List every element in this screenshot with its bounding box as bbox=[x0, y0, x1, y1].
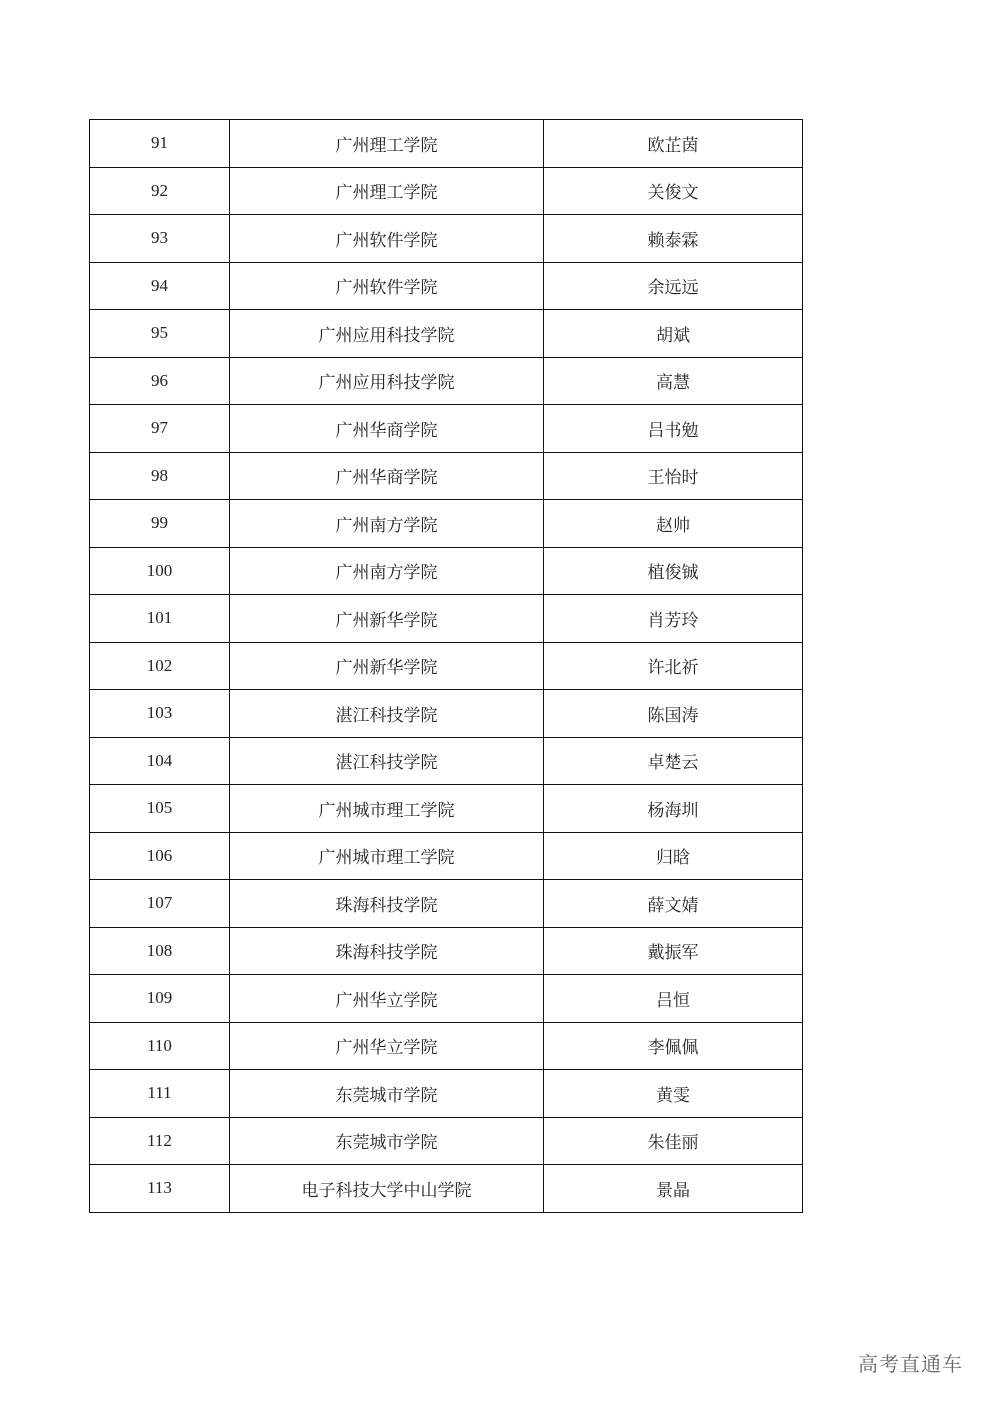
school-cell: 广州理工学院 bbox=[230, 120, 544, 168]
table-row bbox=[90, 500, 803, 548]
row-number-cell: 98 bbox=[90, 452, 230, 500]
table-row bbox=[90, 832, 803, 880]
row-number-cell: 110 bbox=[90, 1022, 230, 1070]
row-number-cell: 108 bbox=[90, 927, 230, 975]
table-row bbox=[90, 690, 803, 738]
table-row bbox=[90, 1022, 803, 1070]
school-cell: 广州华商学院 bbox=[230, 405, 544, 453]
name-cell: 吕书勉 bbox=[544, 405, 803, 453]
row-number-cell: 111 bbox=[90, 1070, 230, 1118]
school-cell: 湛江科技学院 bbox=[230, 690, 544, 738]
school-cell: 广州新华学院 bbox=[230, 642, 544, 690]
table-row bbox=[90, 737, 803, 785]
school-cell: 东莞城市学院 bbox=[230, 1070, 544, 1118]
watermark: 高考直通车 bbox=[858, 1352, 963, 1376]
table-row bbox=[90, 785, 803, 833]
table-row bbox=[90, 880, 803, 928]
table-row bbox=[90, 1117, 803, 1165]
name-cell: 戴振军 bbox=[544, 927, 803, 975]
name-cell: 余远远 bbox=[544, 262, 803, 310]
table-row bbox=[90, 405, 803, 453]
school-cell: 珠海科技学院 bbox=[230, 927, 544, 975]
name-cell: 薛文婧 bbox=[544, 880, 803, 928]
name-cell: 杨海圳 bbox=[544, 785, 803, 833]
name-cell: 赵帅 bbox=[544, 500, 803, 548]
table-row bbox=[90, 262, 803, 310]
school-cell: 广州软件学院 bbox=[230, 215, 544, 263]
name-cell: 李佩佩 bbox=[544, 1022, 803, 1070]
name-cell: 陈国涛 bbox=[544, 690, 803, 738]
roster-table-body bbox=[90, 120, 803, 1213]
table-row bbox=[90, 357, 803, 405]
school-cell: 广州南方学院 bbox=[230, 547, 544, 595]
school-cell: 广州新华学院 bbox=[230, 595, 544, 643]
name-cell: 吕恒 bbox=[544, 975, 803, 1023]
name-cell: 卓楚云 bbox=[544, 737, 803, 785]
row-number-cell: 94 bbox=[90, 262, 230, 310]
table-row bbox=[90, 120, 803, 168]
row-number-cell: 109 bbox=[90, 975, 230, 1023]
name-cell: 胡斌 bbox=[544, 310, 803, 358]
school-cell: 东莞城市学院 bbox=[230, 1117, 544, 1165]
row-number-cell: 97 bbox=[90, 405, 230, 453]
roster-table bbox=[89, 119, 803, 1213]
row-number-cell: 91 bbox=[90, 120, 230, 168]
row-number-cell: 96 bbox=[90, 357, 230, 405]
school-cell: 广州应用科技学院 bbox=[230, 310, 544, 358]
table-row bbox=[90, 1070, 803, 1118]
row-number-cell: 106 bbox=[90, 832, 230, 880]
row-number-cell: 93 bbox=[90, 215, 230, 263]
row-number-cell: 101 bbox=[90, 595, 230, 643]
table-row bbox=[90, 927, 803, 975]
school-cell: 湛江科技学院 bbox=[230, 737, 544, 785]
table-row bbox=[90, 215, 803, 263]
row-number-cell: 95 bbox=[90, 310, 230, 358]
row-number-cell: 102 bbox=[90, 642, 230, 690]
school-cell: 广州华立学院 bbox=[230, 975, 544, 1023]
school-cell: 广州城市理工学院 bbox=[230, 785, 544, 833]
name-cell: 关俊文 bbox=[544, 167, 803, 215]
name-cell: 欧芷茵 bbox=[544, 120, 803, 168]
name-cell: 许北祈 bbox=[544, 642, 803, 690]
name-cell: 赖泰霖 bbox=[544, 215, 803, 263]
name-cell: 王怡时 bbox=[544, 452, 803, 500]
name-cell: 归晗 bbox=[544, 832, 803, 880]
name-cell: 景晶 bbox=[544, 1165, 803, 1213]
row-number-cell: 99 bbox=[90, 500, 230, 548]
school-cell: 电子科技大学中山学院 bbox=[230, 1165, 544, 1213]
row-number-cell: 107 bbox=[90, 880, 230, 928]
table-row bbox=[90, 547, 803, 595]
table-row bbox=[90, 595, 803, 643]
row-number-cell: 104 bbox=[90, 737, 230, 785]
school-cell: 广州应用科技学院 bbox=[230, 357, 544, 405]
school-cell: 广州华商学院 bbox=[230, 452, 544, 500]
name-cell: 高慧 bbox=[544, 357, 803, 405]
row-number-cell: 100 bbox=[90, 547, 230, 595]
school-cell: 广州理工学院 bbox=[230, 167, 544, 215]
row-number-cell: 103 bbox=[90, 690, 230, 738]
school-cell: 广州城市理工学院 bbox=[230, 832, 544, 880]
name-cell: 黄雯 bbox=[544, 1070, 803, 1118]
table-row bbox=[90, 642, 803, 690]
table-row bbox=[90, 975, 803, 1023]
school-cell: 广州软件学院 bbox=[230, 262, 544, 310]
school-cell: 广州南方学院 bbox=[230, 500, 544, 548]
name-cell: 朱佳丽 bbox=[544, 1117, 803, 1165]
row-number-cell: 112 bbox=[90, 1117, 230, 1165]
name-cell: 肖芳玲 bbox=[544, 595, 803, 643]
table-row bbox=[90, 167, 803, 215]
name-cell: 植俊铖 bbox=[544, 547, 803, 595]
table-row bbox=[90, 1165, 803, 1213]
table-row bbox=[90, 452, 803, 500]
school-cell: 珠海科技学院 bbox=[230, 880, 544, 928]
school-cell: 广州华立学院 bbox=[230, 1022, 544, 1070]
row-number-cell: 113 bbox=[90, 1165, 230, 1213]
row-number-cell: 92 bbox=[90, 167, 230, 215]
row-number-cell: 105 bbox=[90, 785, 230, 833]
table-row bbox=[90, 310, 803, 358]
